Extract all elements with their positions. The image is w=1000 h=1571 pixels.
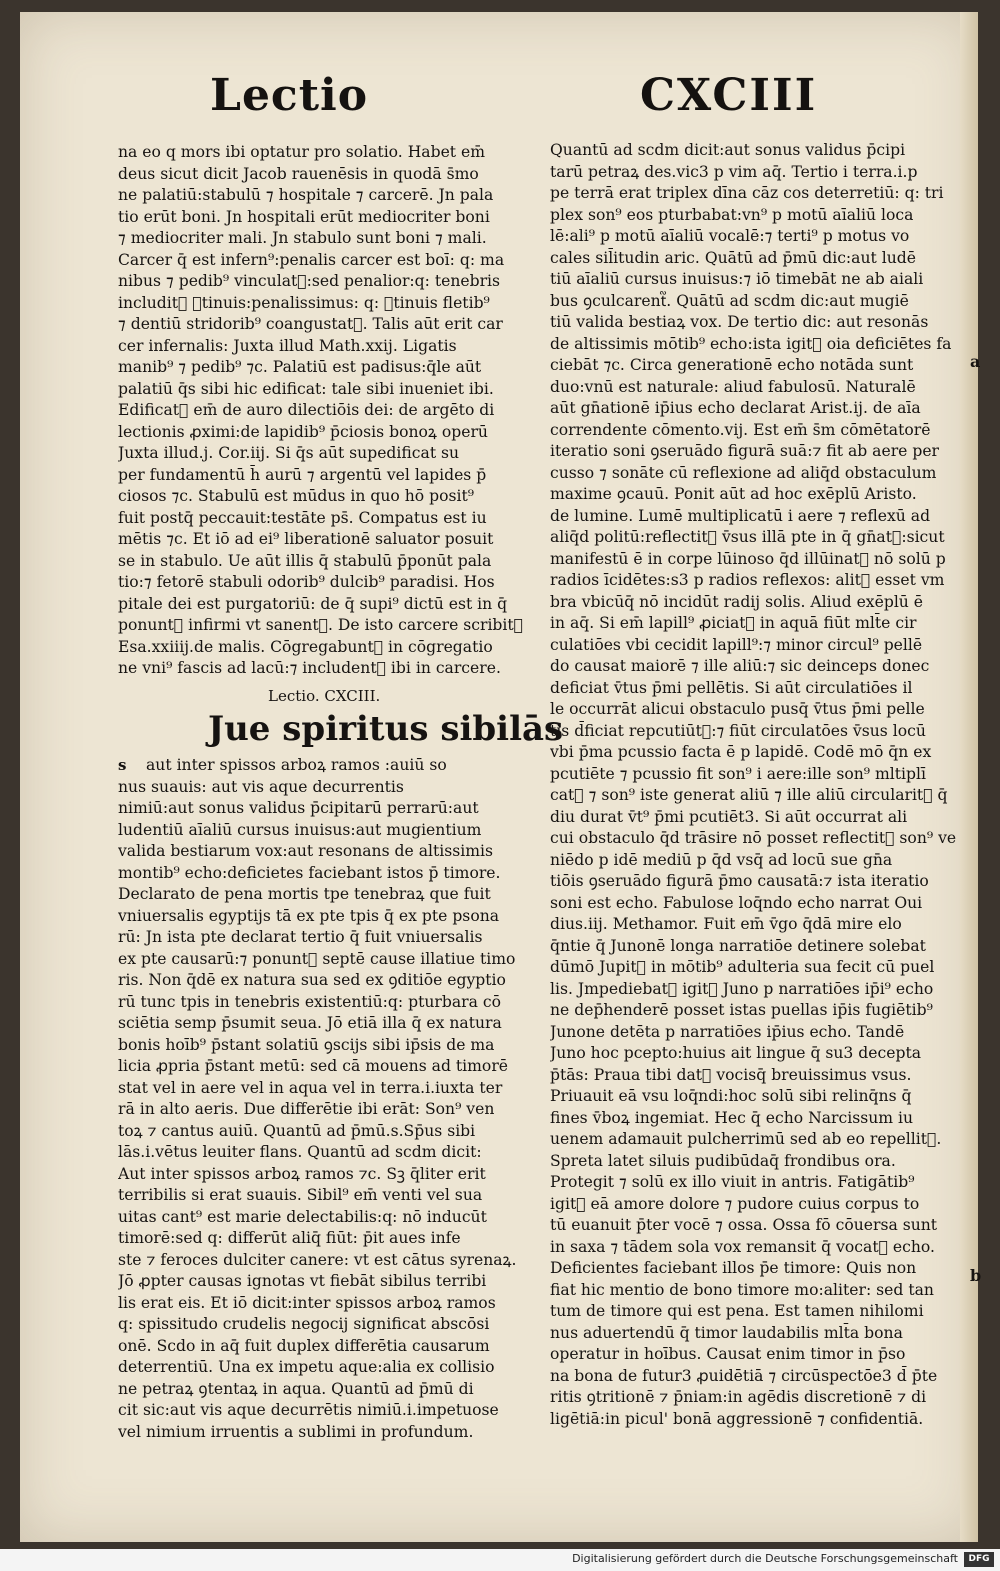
text-line: pe terrā erat triplex dīna cāz cos deterretiū: q: tri: [550, 184, 944, 202]
text-line: ciosos ⁊c. Stabulū est mūdus in quo hō posit⁹: [118, 487, 475, 505]
text-line: vniuersalis egyptijs tā ex pte tpis q̄ ex pte psona: [118, 906, 500, 925]
text-line: uenem adamauit pulcherrimū sed ab eo repellit᷑.: [550, 1130, 942, 1148]
text-line: ex pte causarū:⁊ ponunt᷑ septē cause illatiue timo: [118, 949, 516, 968]
text-line: includit᷑ ꝯtinuis:penalissimus: q: ꝯtinuis fletib⁹: [118, 293, 490, 312]
text-line: tio:⁊ fetorē stabuli odorib⁹ dulcib⁹ paradisi. Hos: [118, 573, 495, 591]
text-line: ne palatiū:stabulū ⁊ hospitale ⁊ carcerē. Jn pala: [118, 186, 494, 204]
text-line: plex son⁹ eos pturbabat:vn⁹ p motū aīaliū loca: [550, 205, 914, 224]
text-line: terribilis si erat suauis. Sibil⁹ em̄ venti vel sua: [118, 1186, 483, 1204]
text-line: igit᷑ eā amore dolore ⁊ pudore cuius corpus to: [550, 1194, 920, 1213]
left-column-top-text: [118, 142, 538, 680]
text-line: deus sicut dicit Jacob rauenēsis in quodā s̄mo: [118, 164, 479, 183]
text-line: cat᷑ ⁊ son⁹ iste generat aliū ⁊ ille aliū circularit᷑ q̄: [550, 786, 948, 804]
text-line: dūmō Jupit᷑ in mōtib⁹ adulteria sua fecit cū puel: [550, 958, 935, 976]
right-column: [550, 140, 960, 1430]
text-line: na eo q mors ibi optatur pro solatio. Habet em̄: [118, 143, 486, 161]
text-line: nibus ⁊ pedib⁹ vinculat᷑:sed penalior:q: tenebris: [118, 272, 501, 290]
right-column-text: [550, 140, 960, 1430]
text-line: per fundamentū h̄ aurū ⁊ argentū vel lapides p̄: [118, 465, 487, 484]
text-line: lē:ali⁹ p motū aīaliū vocalē:⁊ terti⁹ p motus vo: [550, 227, 910, 245]
text-line: lis erat eis. Et iō dicit:inter spissos arboꝝ ramos: [118, 1293, 496, 1312]
left-column: [118, 142, 564, 1443]
text-line: manib⁹ ⁊ pedib⁹ ⁊c. Palatiū est padisus:q̄le aūt: [118, 358, 482, 376]
text-line: Spreta latet siluis pudibūdaq̄ frondibus ora.: [550, 1151, 896, 1170]
text-line: palatiū q̄s sibi hic edificat: tale sibi inueniet ibi.: [118, 379, 494, 398]
text-line: cales sil̄itudin aric. Quātū ad p̄mū dic:aut ludē: [550, 248, 916, 267]
text-line: stat vel in aere vel in aqua vel in terra.i.iuxta ter: [118, 1078, 503, 1097]
text-line: Deficientes faciebant illos p̄e timore: Quis non: [550, 1259, 917, 1277]
text-line: mētis ⁊c. Et iō ad ei⁹ liberationē saluator posuit: [118, 530, 494, 548]
text-line: ligētiā:in picul' bonā aggressionē ⁊ confidentiā.: [550, 1409, 924, 1428]
text-line: Juxta illud.j. Cor.iij. Si q̄s aūt supedificat su: [118, 444, 460, 462]
text-line: fines v̄boꝝ ingemiat. Hec q̄ echo Narcissum iu: [550, 1108, 914, 1127]
text-line: ste ⁊ feroces dulciter canere: vt est cātus syrenaꝝ.: [118, 1250, 517, 1269]
text-line: rā in alto aeris. Due differētie ibi erāt: Son⁹ ven: [118, 1100, 495, 1118]
text-line: Edificat᷑ em̄ de auro dilectiōis dei: de argēto di: [118, 401, 495, 419]
text-line: lis. Jmpediebat᷑ igit᷑ Juno p narratiōes ip̄i⁹ echo: [550, 979, 934, 998]
text-line: bus ꝯculcarent᷑. Quātū ad scdm dic:aut mugiē: [550, 291, 909, 310]
section-label: Lectio. CXCIII.: [268, 686, 381, 705]
text-line: fuit postq̄ peccauit:testāte ps̄. Compatus est iu: [118, 508, 487, 527]
text-line: vel nimium irruentis a sublimi in profundum.: [118, 1422, 474, 1441]
text-line: ne petraꝝ ꝯtentaꝝ in aqua. Quantū ad p̄mū di: [118, 1379, 474, 1398]
text-line: Protegit ⁊ solū ex illo viuit in antris. Fatigātib⁹: [550, 1173, 915, 1191]
text-line: fiat hic mentio de bono timore mo:aliter: sed tan: [550, 1280, 934, 1299]
text-line: pcutiēte ⁊ pcussio fit son⁹ i aere:ille son⁹ mltiplī: [550, 764, 926, 783]
text-line: diu durat v̄t⁹ p̄mi pcutiēt3. Si aūt occurrat ali: [550, 807, 908, 826]
text-line: nus aduertendū q̄ timor laudabilis mlt̄a bona: [550, 1323, 903, 1342]
text-line: manifestū ē in corpe lūinoso q̄d illūinat᷑ nō solū p: [550, 549, 946, 568]
text-line: do causat maiorē ⁊ ille aliū:⁊ sic deinceps donec: [550, 657, 930, 675]
text-line: uitas cant⁹ est marie delectabilis:q: nō inducūt: [118, 1207, 487, 1226]
text-line: montib⁹ echo:deficietes faciebant istos p̄ timore.: [118, 863, 501, 882]
text-line: ludentiū aīaliū cursus inuisus:aut mugientium: [118, 820, 482, 839]
text-line: maxime ꝯcauū. Ponit aūt ad hoc exēplū Aristo.: [550, 485, 917, 503]
text-line: p̄tās: Praua tibi dat᷑ vocisq̄ breuissimus vsus.: [550, 1065, 912, 1084]
text-line: radios īcidētes:s3 p radios reflexos: alit᷑ esset vm: [550, 571, 945, 589]
text-line: Declarato de pena mortis tpe tenebraꝝ que fuit: [118, 885, 491, 903]
text-line: bra vbicūq̄ nō incidūt radij solis. Aliud exēplū ē: [550, 592, 924, 611]
running-header-left: Lectio: [210, 70, 369, 121]
text-line: duo:vnū est naturale: aliud fabulosū. Naturalē: [550, 377, 916, 396]
footer-bar: [0, 1549, 1000, 1571]
text-line: tarū petraꝝ des.vic3 p vim aq̄. Tertio i terra.i.p: [550, 162, 918, 181]
left-column-bottom-text: [118, 777, 538, 1444]
text-line: Priuauit eā vsu loq̄ndi:hoc solū sibi relinq̄ns q̄: [550, 1087, 912, 1105]
text-line: ⁊ dentiū stridorib⁹ coangustat᷑. Talis aūt erit car: [118, 315, 503, 333]
text-line: nus suauis: aut vis aque decurrentis: [118, 777, 404, 796]
marginal-letter-b: b: [970, 1266, 982, 1285]
text-line: cit sic:aut vis aque decurrētis nimiū.i.impetuose: [118, 1401, 499, 1419]
text-line: q: spissitudo crudelis negocij significat abscōsi: [118, 1315, 490, 1333]
text-line: se in stabulo. Ue aūt illis q̄ stabulū p̄ponūt pala: [118, 551, 492, 570]
section-title: Jue spiritus sibilās: [208, 709, 564, 749]
text-line: cusso ⁊ sonāte cū reflexione ad aliq̄d obstaculum: [550, 463, 937, 482]
text-line: sciētia semp p̄sumit seua. Jō etiā illa q̄ ex natura: [118, 1014, 502, 1032]
text-line: bonis hoīb⁹ p̄stant solatiū ꝯscijs sibi ip̄sis de ma: [118, 1035, 495, 1054]
text-line: ne vni⁹ fascis ad lacū:⁊ includent᷑ ibi in carcere.: [118, 659, 501, 677]
text-line: rū tunc tpis in tenebris existentiū:q: pturbara cō: [118, 992, 501, 1011]
initial-letter: s: [118, 756, 127, 774]
text-line: nimiū:aut sonus validus p̄cipitarū perrarū:aut: [118, 799, 479, 817]
text-line: tiū valida bestiaꝝ vox. De tertio dic: aut resonās: [550, 313, 929, 331]
text-line: rū: Jn ista pte declarat tertio q̄ fuit vniuersalis: [118, 928, 483, 946]
text-line: Quantū ad scdm dicit:aut sonus validus p̄cipi: [550, 141, 906, 159]
text-line: vbi p̄ma pcussio facta ē p lapidē. Codē mō q̄n ex: [550, 743, 932, 761]
text-line: aūt gn̄ationē ip̄ius echo declarat Arist.ij. de aīa: [550, 399, 921, 417]
text-line: deficiat v̄tus p̄mi pellētis. Si aūt circulatiōes il: [550, 678, 913, 697]
first-text-line: [118, 755, 538, 777]
text-line: tum de timore qui est pena. Est tamen nihilomi: [550, 1302, 924, 1320]
first-line-text: aut inter spissos arboꝝ ramos :auiū so: [146, 756, 447, 774]
text-line: Jō ꝓpter causas ignotas vt fiebāt sibilus terribi: [118, 1272, 487, 1290]
text-line: lās.i.vētus leuiter flans. Quantū ad scdm dicit:: [118, 1143, 482, 1161]
text-line: Junone detēta p narratiōes ip̄ius echo. Tandē: [550, 1022, 905, 1041]
text-line: operatur in hoībus. Causat enim timor in p̄so: [550, 1345, 906, 1363]
text-line: q̄ntie q̄ Junonē longa narratiōe detinere solebat: [550, 936, 926, 955]
text-line: correndente cōmento.vij. Est em̄ s̄m cōmētatorē: [550, 420, 931, 439]
text-line: ciebāt ⁊c. Circa generationē echo notāda sunt: [550, 356, 914, 374]
text-line: tiōis ꝯseruādo figurā p̄mo causatā:⁊ ista iteratio: [550, 872, 929, 890]
text-line: tū euanuit p̄ter vocē ⁊ ossa. Ossa fō cōuersa sunt: [550, 1216, 938, 1234]
text-line: onē. Scdo in aq̄ fuit duplex differētia causarum: [118, 1336, 490, 1355]
text-line: in saxa ⁊ tādem sola vox remansit q̄ vocat᷑ echo.: [550, 1237, 935, 1256]
text-line: lectionis ꝓximi:de lapidib⁹ p̄ciosis bonoꝝ operū: [118, 422, 488, 441]
text-line: toꝝ ⁊ cantus auiū. Quantū ad p̄mū.s.Sp̄us sibi: [118, 1121, 476, 1140]
text-line: niēdo p idē mediū p q̄d vsq̄ ad locū sue gn̄a: [550, 850, 893, 869]
text-line: de lumine. Lumē multiplicatū i aere ⁊ reflexū ad: [550, 506, 931, 525]
text-line: tis d̄ficiat repcutiūt᷑:⁊ fiūt circulatōes v̄sus locū: [550, 721, 926, 740]
page-edge: [960, 12, 981, 1542]
dfg-logo: DFG: [964, 1552, 994, 1567]
text-line: licia ꝓpria p̄stant metū: sed cā mouens ad timorē: [118, 1057, 509, 1075]
text-line: Carcer q̄ est infern⁹:penalis carcer est boī: q: ma: [118, 250, 505, 269]
text-line: aliq̄d politū:reflectit᷑ v̄sus illā pte in q̄ gn̄at᷑:sicut: [550, 528, 945, 546]
text-line: iteratio soni ꝯseruādo figurā suā:⁊ fit ab aere per: [550, 442, 940, 460]
text-line: ne dep̄henderē posset istas puellas ip̄is fugiētib⁹: [550, 1001, 933, 1019]
text-line: in aq̄. Si em̄ lapill⁹ ꝓiciat᷑ in aquā fiūt mlt̄e cir: [550, 614, 917, 632]
funding-credit: Digitalisierung gefördert durch die Deutsche Forschungsgemeinschaft: [572, 1552, 958, 1565]
text-line: culatiōes vbi cecidit lapill⁹:⁊ minor circul⁹ pellē: [550, 635, 923, 654]
text-line: Aut inter spissos arboꝝ ramos ⁊c. Sꝫ q̄liter erit: [118, 1164, 486, 1183]
text-line: pitale dei est purgatoriū: de q̄ supi⁹ dictū est in q̄: [118, 594, 508, 613]
text-line: tio erūt boni. Jn hospitali erūt mediocriter boni: [118, 207, 490, 226]
marginal-letter-a: a: [970, 352, 981, 371]
text-line: valida bestiarum vox:aut resonans de altissimis: [118, 842, 494, 860]
text-line: Esa.xxiiij.de malis. Cōgregabunt᷑ in cōgregatio: [118, 637, 493, 656]
text-line: cui obstaculo q̄d trāsire nō posset reflectit᷑ son⁹ ve: [550, 829, 957, 847]
text-line: de altissimis mōtib⁹ echo:ista igit᷑ oia deficiētes fa: [550, 334, 952, 353]
text-line: tiū aīaliū cursus inuisus:⁊ iō timebāt ne ab aiali: [550, 270, 924, 288]
text-line: Juno hoc pcepto:huius ait lingue q̄ su3 decepta: [550, 1044, 922, 1062]
text-line: ⁊ mediocriter mali. Jn stabulo sunt boni ⁊ mali.: [118, 229, 487, 247]
text-line: na bona de futur3 ꝓuidētiā ⁊ circūspectōe3 d̄ p̄te: [550, 1366, 938, 1385]
text-line: ponunt᷑ infirmi vt sanent᷑. De isto carcere scribit᷑: [118, 616, 524, 634]
text-line: ris. Non q̄dē ex natura sua sed ex ꝯditiōe egyptio: [118, 971, 506, 989]
text-line: dius.iij. Methamor. Fuit em̄ v̄go q̄dā mire elo: [550, 915, 902, 933]
text-line: ritis ꝯtritionē ⁊ p̄niam:in agēdis discretionē ⁊ di: [550, 1388, 927, 1406]
running-header-right: CXCIII: [640, 70, 818, 121]
text-line: soni est echo. Fabulose loq̄ndo echo narrat Oui: [550, 893, 923, 912]
text-line: timorē:sed q: differūt aliq̄ fiūt: p̄it aues infe: [118, 1229, 461, 1247]
text-line: le occurrāt alicui obstaculo pusq̄ v̄tus p̄mi pelle: [550, 700, 925, 718]
text-line: cer infernalis: Juxta illud Math.xxij. Ligatis: [118, 336, 457, 355]
text-line: deterrentiū. Una ex impetu aque:alia ex collisio: [118, 1358, 495, 1376]
